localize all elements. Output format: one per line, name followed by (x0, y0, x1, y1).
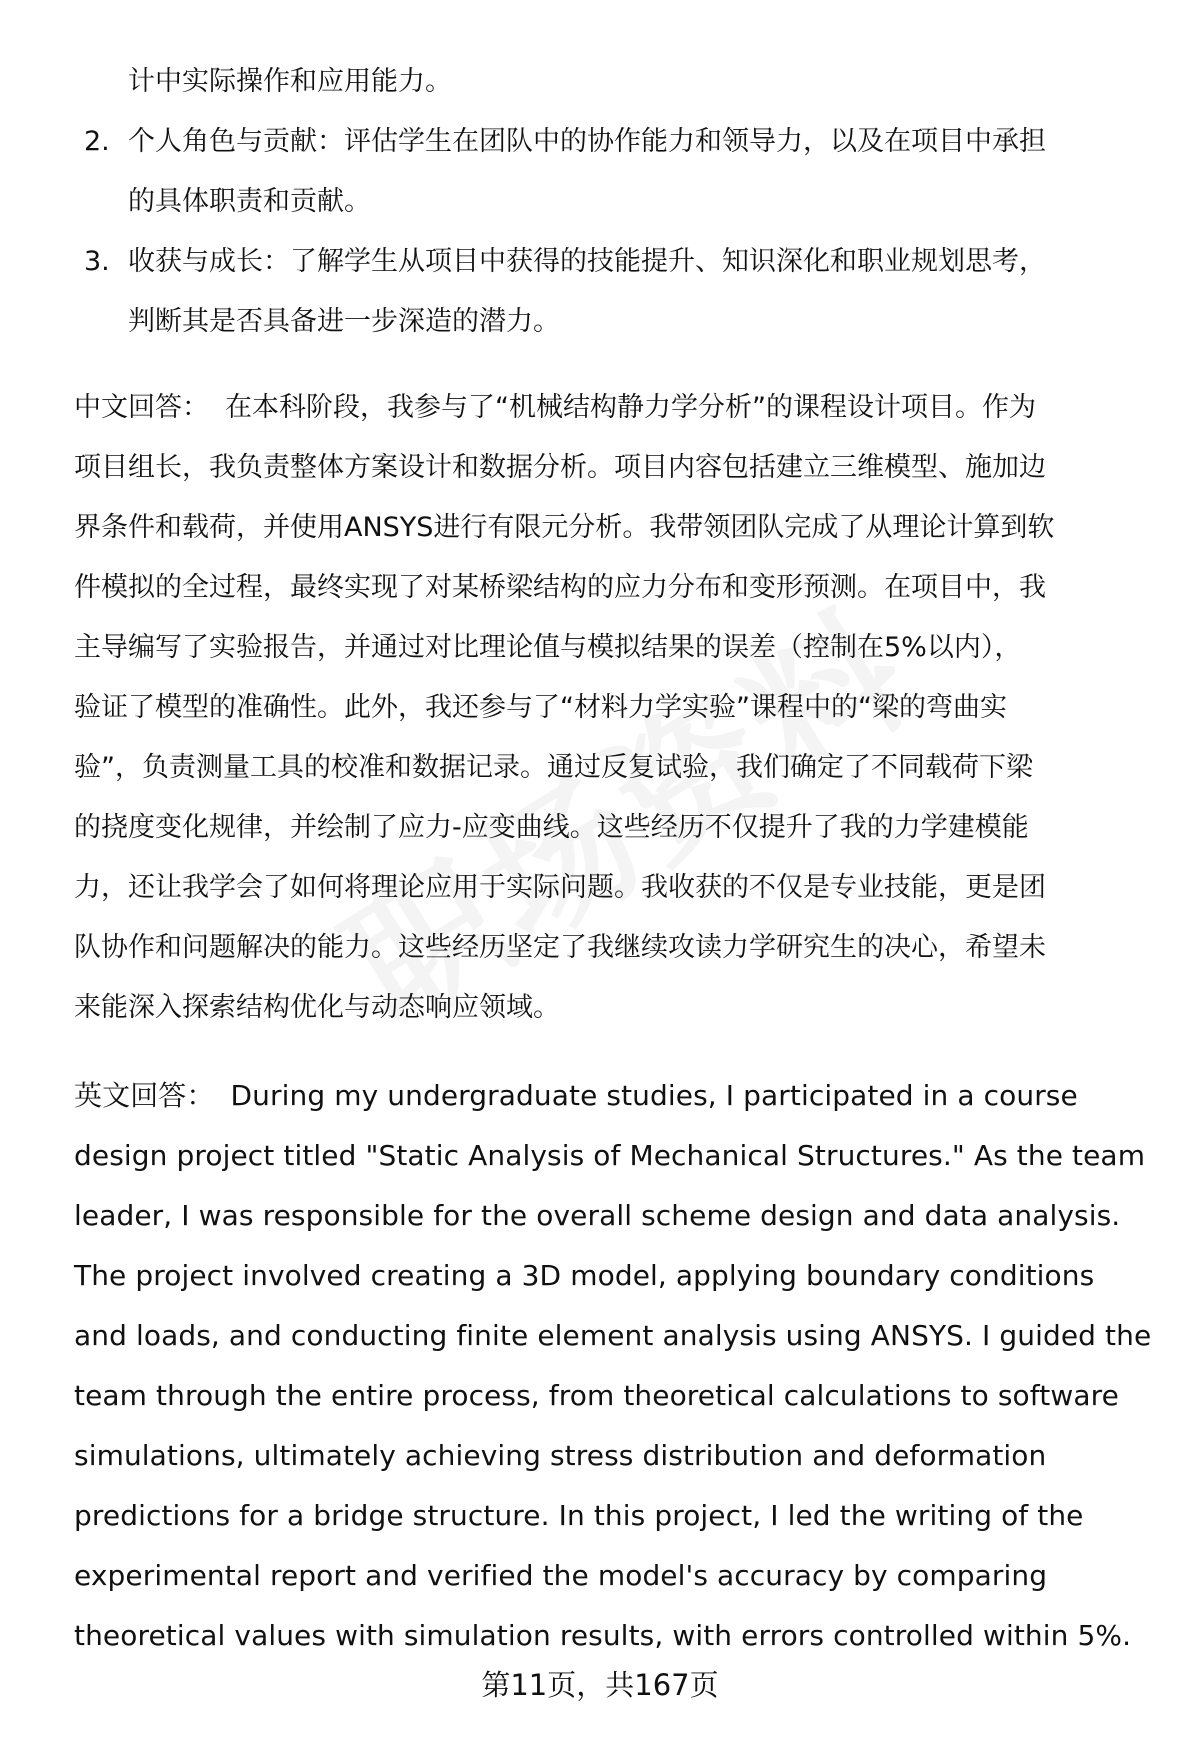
paragraph-line: theoretical values with simulation results, with errors controlled within 5%. (74, 1619, 1132, 1652)
list-item-3 (84, 232, 1154, 292)
list-line-text: 收获与成长：了解学生从项目中获得的技能提升、知识深化和职业规划思考， (128, 246, 1046, 277)
paragraph-line: 项目组长，我负责整体方案设计和数据分析。项目内容包括建立三维模型、施加边 (74, 452, 1046, 483)
paragraph-line: 件模拟的全过程，最终实现了对某桥梁结构的应力分布和变形预测。在项目中，我 (74, 572, 1046, 603)
chinese-answer (74, 378, 1164, 1038)
english-answer (74, 1066, 1164, 1666)
list-line-text: 个人角色与贡献：评估学生在团队中的协作能力和领导力，以及在项目中承担 (128, 126, 1046, 157)
paragraph-line: 的挠度变化规律，并绘制了应力-应变曲线。这些经历不仅提升了我的力学建模能 (74, 812, 1029, 843)
paragraph-line (74, 378, 1164, 438)
list-item-2 (84, 112, 1154, 172)
list-number: 2. (84, 126, 110, 157)
chinese-answer-label: 中文回答： (74, 392, 209, 423)
paragraph-line: 验证了模型的准确性。此外，我还参与了“材料力学实验”课程中的“梁的弯曲实 (74, 692, 1007, 723)
paragraph-line: 主导编写了实验报告，并通过对比理论值与模拟结果的误差（控制在5%以内）， (74, 632, 1022, 663)
list-line-text: 的具体职责和贡献。 (128, 186, 371, 217)
paragraph-line: and loads, and conducting finite element analysis using ANSYS. I guided the (74, 1319, 1152, 1352)
paragraph-line: team through the entire process, from theoretical calculations to software (74, 1379, 1119, 1412)
paragraph-line: 界条件和载荷，并使用ANSYS进行有限元分析。我带领团队完成了从理论计算到软 (74, 512, 1055, 543)
numbered-list (84, 52, 1154, 352)
paragraph-line-text: During my undergraduate studies, I participated in a course (230, 1079, 1078, 1112)
paragraph-line: leader, I was responsible for the overall scheme design and data analysis. (74, 1199, 1121, 1232)
paragraph-line: 验”，负责测量工具的校准和数据记录。通过反复试验，我们确定了不同载荷下梁 (74, 752, 1033, 783)
list-line-text: 计中实际操作和应用能力。 (128, 66, 452, 97)
paragraph-line-text: 在本科阶段，我参与了“机械结构静力学分析”的课程设计项目。作为 (225, 392, 1036, 423)
paragraph-line: 力，还让我学会了如何将理论应用于实际问题。我收获的不仅是专业技能，更是团 (74, 872, 1046, 903)
paragraph-line: experimental report and verified the model's accuracy by comparing (74, 1559, 1048, 1592)
paragraph-line: 队协作和问题解决的能力。这些经历坚定了我继续攻读力学研究生的决心，希望未 (74, 932, 1046, 963)
list-line (84, 292, 1154, 352)
paragraph-line: 来能深入探索结构优化与动态响应领域。 (74, 992, 560, 1023)
english-answer-label: 英文回答： (74, 1079, 215, 1112)
paragraph-line: design project titled "Static Analysis of Mechanical Structures." As the team (74, 1139, 1146, 1172)
paragraph-line: The project involved creating a 3D model, applying boundary conditions (74, 1259, 1095, 1292)
paragraph-line: simulations, ultimately achieving stress distribution and deformation (74, 1439, 1047, 1472)
list-line (84, 172, 1154, 232)
paragraph-line (74, 1066, 1164, 1126)
list-line (84, 52, 1154, 112)
paragraph-line: predictions for a bridge structure. In this project, I led the writing of the (74, 1499, 1084, 1532)
page-number: 第11页，共167页 (481, 1668, 719, 1702)
list-line-text: 判断其是否具备进一步深造的潜力。 (128, 306, 560, 337)
list-number: 3. (84, 246, 110, 277)
